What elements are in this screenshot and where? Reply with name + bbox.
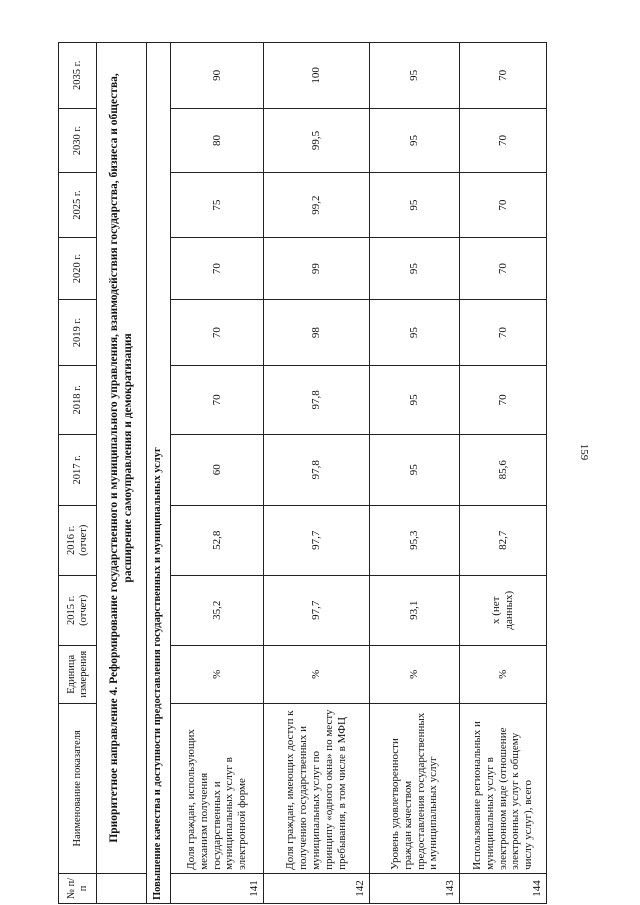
row-number: 142 — [264, 873, 370, 903]
header-cell: 2030 г. — [59, 108, 97, 173]
value-cell: 85,6 — [460, 434, 547, 505]
value-cell: 99,2 — [264, 173, 370, 238]
header-cell: 2019 г. — [59, 300, 97, 366]
value-cell: 75 — [171, 173, 264, 238]
rotated-table-area — [58, 42, 546, 904]
header-cell: 2016 г. (отчет) — [59, 505, 97, 575]
unit-cell: % — [264, 645, 370, 703]
table-row — [171, 43, 264, 904]
value-cell: 70 — [460, 43, 547, 109]
value-cell: 99 — [264, 237, 370, 299]
value-cell: 70 — [460, 237, 547, 299]
page-number: 159 — [578, 443, 590, 461]
unit-cell: % — [460, 645, 547, 703]
value-cell: 95 — [370, 108, 460, 173]
header-cell: Единица измерения — [59, 645, 97, 703]
header-cell: 2035 г. — [59, 43, 97, 109]
value-cell: 80 — [171, 108, 264, 173]
value-cell: 60 — [171, 434, 264, 505]
table-row — [264, 43, 370, 904]
header-cell: № п/п — [59, 873, 97, 903]
value-cell: 95 — [370, 365, 460, 434]
value-cell: 100 — [264, 43, 370, 109]
value-cell: 70 — [460, 300, 547, 366]
value-cell: 35,2 — [171, 575, 264, 645]
value-cell: х (нет данных) — [460, 575, 547, 645]
header-cell: 2018 г. — [59, 365, 97, 434]
indicator-name: Доля граждан, имеющих доступ к получению государственных и муниципальных услуг по принципу «одного окна» по месту пребывания, в том числе в МФЦ — [264, 703, 370, 873]
value-cell: 70 — [460, 365, 547, 434]
header-cell: 2020 г. — [59, 237, 97, 299]
value-cell: 97,7 — [264, 575, 370, 645]
header-cell: 2025 г. — [59, 173, 97, 238]
value-cell: 97,7 — [264, 505, 370, 575]
value-cell: 99,5 — [264, 108, 370, 173]
subsection-title: Повышение качества и доступности предоставления государственных и муниципальных услуг — [147, 43, 171, 904]
value-cell: 52,8 — [171, 505, 264, 575]
indicators-table — [58, 42, 547, 904]
unit-cell: % — [171, 645, 264, 703]
header-cell: 2017 г. — [59, 434, 97, 505]
subsection-row — [147, 43, 171, 904]
value-cell: 70 — [460, 108, 547, 173]
value-cell: 70 — [171, 365, 264, 434]
section-title: Приоритетное направление 4. Реформирование государственного и муниципального управления, взаимодействия государства, бизнеса и общества, расширение самоуправления и демократизация — [97, 43, 147, 874]
value-cell: 95,3 — [370, 505, 460, 575]
indicators-table-wrapper — [58, 42, 546, 904]
value-cell: 70 — [171, 237, 264, 299]
value-cell: 90 — [171, 43, 264, 109]
value-cell: 82,7 — [460, 505, 547, 575]
table-row — [460, 43, 547, 904]
indicator-name: Доля граждан, использующих механизм получения государственных и муниципальных услуг в электронной форме — [171, 703, 264, 873]
table-row — [370, 43, 460, 904]
value-cell: 70 — [171, 300, 264, 366]
section-row — [97, 43, 147, 904]
value-cell: 70 — [460, 173, 547, 238]
header-cell: 2015 г. (отчет) — [59, 575, 97, 645]
value-cell: 97,8 — [264, 365, 370, 434]
row-number: 141 — [171, 873, 264, 903]
value-cell: 95 — [370, 43, 460, 109]
value-cell: 95 — [370, 434, 460, 505]
header-cell: Наименование показателя — [59, 703, 97, 873]
value-cell: 95 — [370, 237, 460, 299]
value-cell: 98 — [264, 300, 370, 366]
value-cell: 95 — [370, 173, 460, 238]
unit-cell: % — [370, 645, 460, 703]
value-cell: 97,8 — [264, 434, 370, 505]
indicator-name: Использование региональных и муниципальных услуг в электронном виде (отношение электронных услуг к общему числу услуг), всего — [460, 703, 547, 873]
indicator-name: Уровень удовлетворенности граждан качеством предоставления государственных и муниципальных услуг — [370, 703, 460, 873]
header-row — [59, 43, 97, 904]
value-cell: 93,1 — [370, 575, 460, 645]
value-cell: 95 — [370, 300, 460, 366]
row-number: 144 — [460, 873, 547, 903]
row-number: 143 — [370, 873, 460, 903]
